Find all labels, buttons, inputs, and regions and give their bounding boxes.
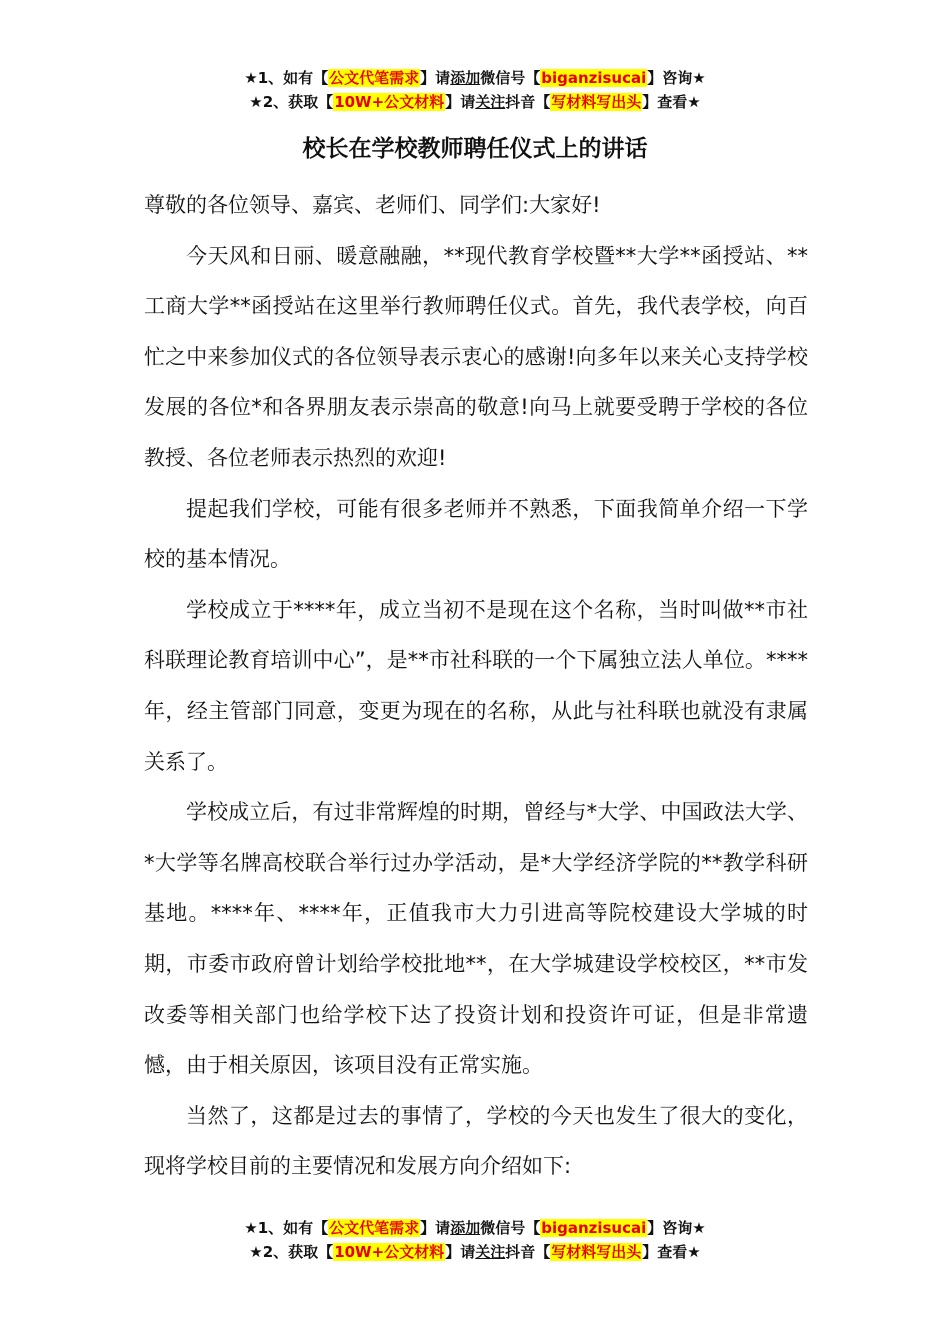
ad-text: ★2、获取【 [249,1243,334,1261]
paragraph: 学校成立后，有过非常辉煌的时期，曾经与*大学、中国政法大学、*大学等名牌高校联合举行过办学活动，是*大学经济学院的**教学科研基地。****年、****年，正值我市大力引进高等院校建设大学城的时期，市委市政府曾计划给学校批地**，在大学城建设学校校区，**市发改委等相关部门也给学校下达了投资计划和投资许可证，但是非常遗憾，由于相关原因，该项目没有正常实施。 [144,800,808,1078]
ad-text: 】请 [445,1243,476,1261]
ad-text: 微信号【 [480,69,541,87]
ad-line-2 [0,1240,950,1264]
ad-text: 微信号【 [480,1219,541,1237]
ad-highlight-wechat-id: biganzisucai [541,1219,647,1237]
paragraph: 学校成立于****年，成立当初不是现在这个名称，当时叫做**市社科联理论教育培训中心”，是**市社科联的一个下属独立法人单位。****年，经主管部门同意，变更为现在的名称，从此与社科联也就没有隶属关系了。 [144,597,808,774]
paragraph: 当然了，这都是过去的事情了，学校的今天也发生了很大的变化，现将学校目前的主要情况和发展方向介绍如下: [144,1103,808,1179]
ad-text: 】查看★ [642,1243,701,1261]
ad-highlight-douyin-id: 写材料写出头 [551,1243,642,1261]
ad-highlight-douyin-id: 写材料写出头 [551,93,642,111]
ad-highlight-service: 公文代笔需求 [329,1219,420,1237]
ad-text: 】查看★ [642,93,701,111]
ad-emphasis: 关注 [475,1243,506,1261]
ad-text: 】请 [420,1219,451,1237]
ad-text: ★1、如有【 [244,69,329,87]
ad-emphasis: 添加 [450,69,481,87]
bottom-ad-banner [0,1216,950,1264]
ad-emphasis: 关注 [475,93,506,111]
ad-highlight-service: 公文代笔需求 [329,69,420,87]
ad-line-2 [0,90,950,114]
document-title: 校长在学校教师聘任仪式上的讲话 [302,136,648,162]
ad-text: 】请 [420,69,451,87]
ad-text: 抖音【 [505,93,551,111]
greeting: 尊敬的各位领导、嘉宾、老师们、同学们:大家好! [144,193,601,217]
document-body [144,180,808,1192]
ad-highlight-materials: 10W+公文材料 [334,1243,445,1261]
ad-text: 】请 [445,93,476,111]
ad-highlight-materials: 10W+公文材料 [334,93,445,111]
top-ad-banner [0,66,950,114]
paragraph: 提起我们学校，可能有很多老师并不熟悉，下面我简单介绍一下学校的基本情况。 [144,496,808,572]
ad-text: 抖音【 [505,1243,551,1261]
ad-text: ★2、获取【 [249,93,334,111]
paragraph: 今天风和日丽、暖意融融，**现代教育学校暨**大学**函授站、**工商大学**函授站在这里举行教师聘任仪式。首先，我代表学校，向百忙之中来参加仪式的各位领导表示衷心的感谢!向多年以来关心支持学校发展的各位*和各界朋友表示崇高的敬意!向马上就要受聘于学校的各位教授、各位老师表示热烈的欢迎! [144,243,808,470]
ad-highlight-wechat-id: biganzisucai [541,69,647,87]
ad-line-1 [0,1216,950,1240]
ad-text: ★1、如有【 [244,1219,329,1237]
ad-text: 】咨询★ [647,1219,706,1237]
ad-line-1 [0,66,950,90]
ad-emphasis: 添加 [450,1219,481,1237]
ad-text: 】咨询★ [647,69,706,87]
